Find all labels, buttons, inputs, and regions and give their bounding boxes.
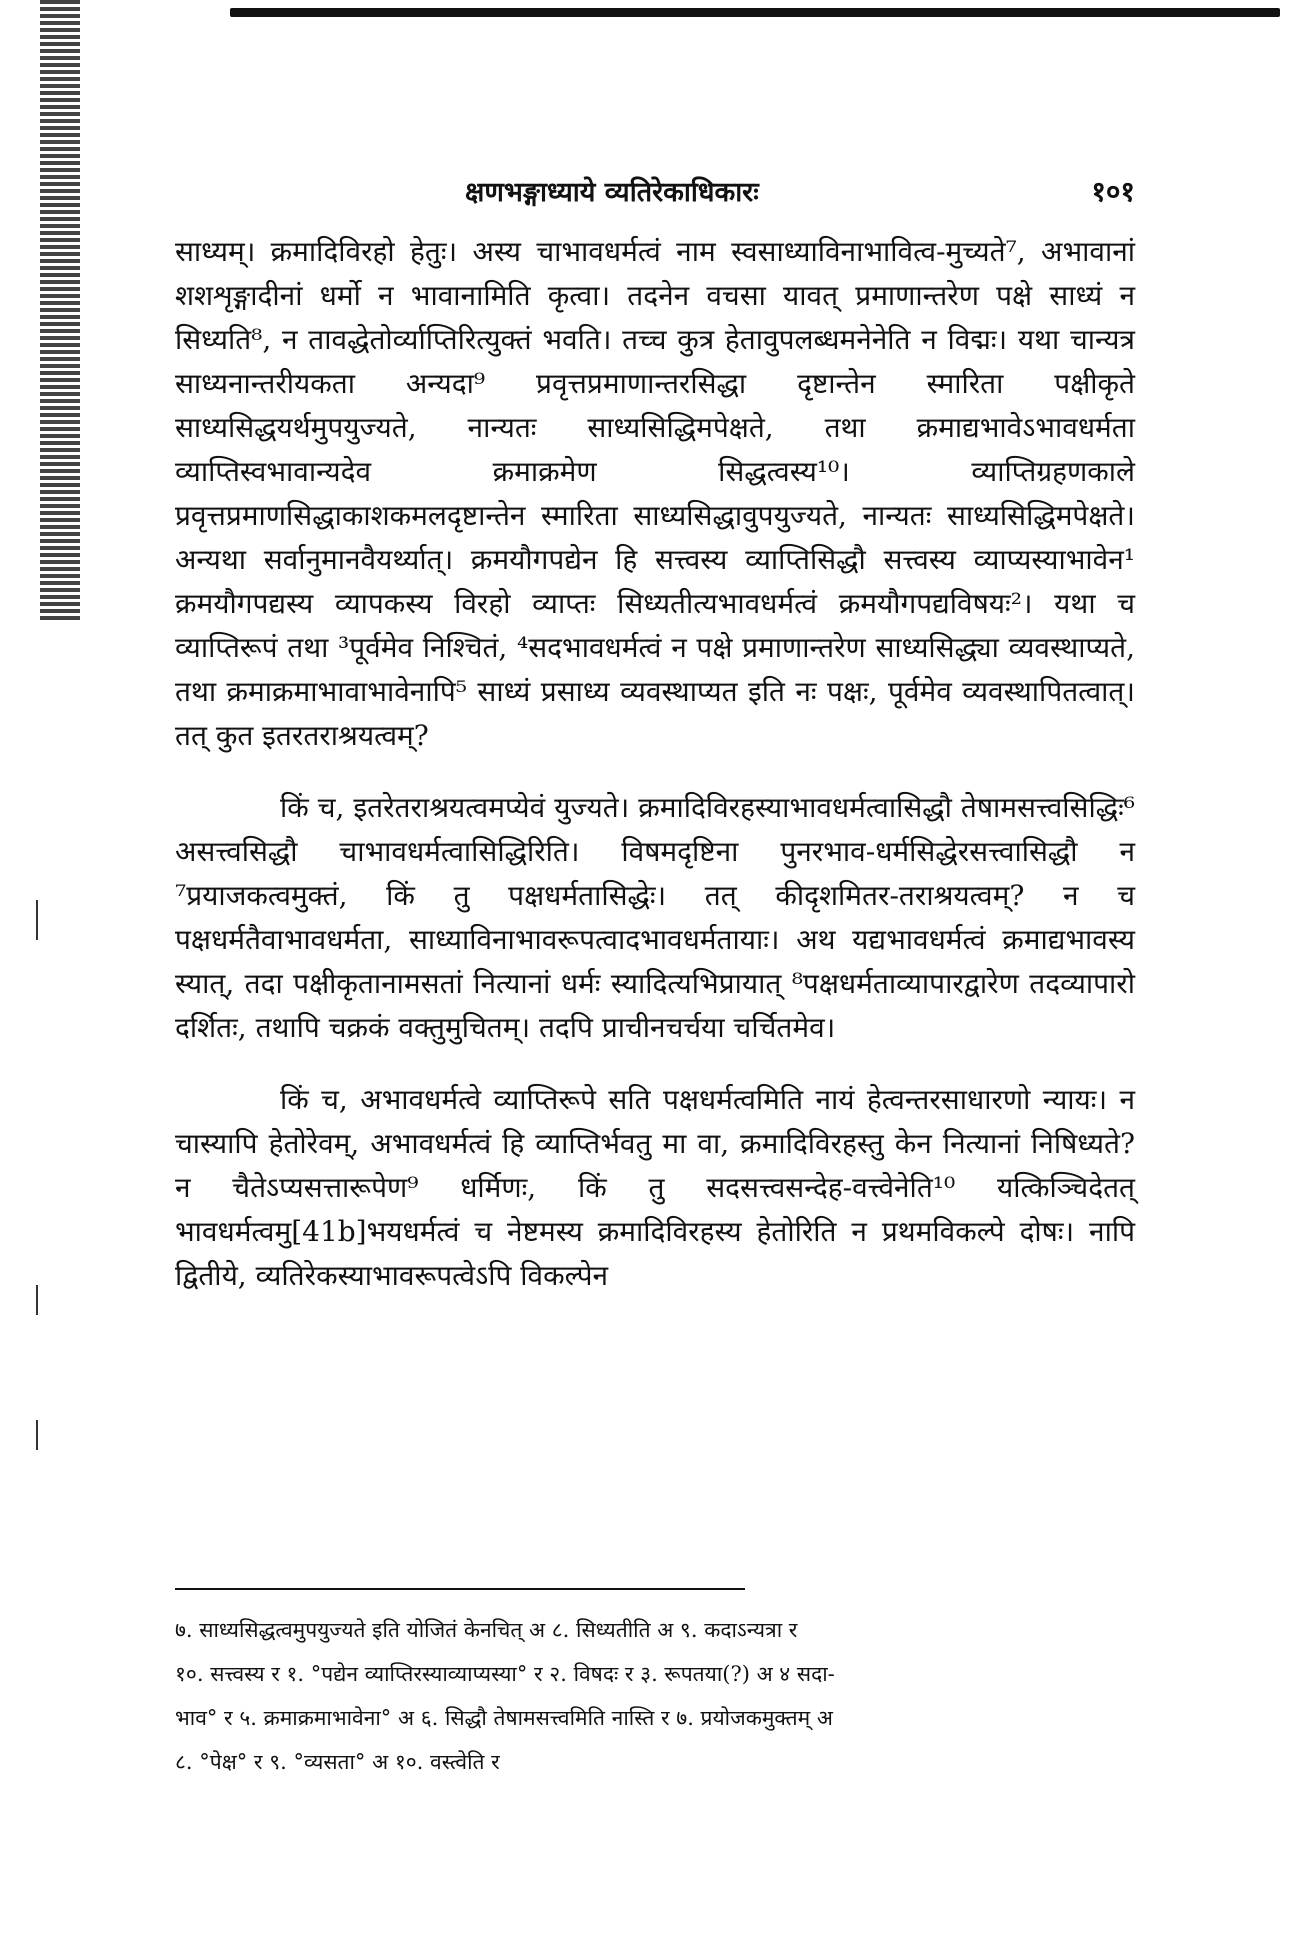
main-text bbox=[175, 230, 1135, 1326]
margin-mark bbox=[36, 1420, 38, 1450]
running-title: क्षणभङ्गाध्याये व्यतिरेकाधिकारः bbox=[465, 177, 759, 208]
page-number: १०१ bbox=[1091, 175, 1135, 208]
footnotes bbox=[175, 1608, 1135, 1784]
top-border-line bbox=[230, 8, 1280, 17]
paragraph: किं च, इतरेतराश्रयत्वमप्येवं युज्यते। क्रमादिविरहस्याभावधर्मत्वासिद्धौ तेषामसत्त्वसिद्धिः⁶ असत्त्वसिद्धौ चाभावधर्मत्वासिद्धिरिति। विषमदृष्टिना पुनरभाव-धर्मसिद्धेरसत्त्वासिद्धौ न ⁷प्रयाजकत्वमुक्तं, किं तु पक्षधर्मतासिद्धेः। तत् कीदृशमितर-तराश्रयत्वम्? न च पक्षधर्मतैवाभावधर्मता, साध्याविनाभावरूपत्वादभावधर्मतायाः। अथ यद्यभावधर्मत्वं क्रमाद्यभावस्य स्यात्, तदा पक्षीकृतानामसतां नित्यानां धर्मः स्यादित्यभिप्रायात् ⁸पक्षधर्मताव्यापारद्वारेण तदव्यापारो दर्शितः, तथापि चक्रकं वक्तुमुचितम्। तदपि प्राचीनचर्चया चर्चितमेव। bbox=[175, 791, 1135, 1044]
margin-mark bbox=[36, 900, 38, 940]
margin-mark bbox=[36, 1285, 38, 1315]
footnote-line: १०. सत्त्वस्य र १. °पद्येन व्याप्तिरस्याव्याप्यस्या° र २. विषदः र ३. रूपतया(?) अ ४ सदा- bbox=[175, 1662, 835, 1686]
running-head bbox=[175, 172, 1135, 222]
scan-binding-edge bbox=[40, 0, 80, 620]
paragraph: साध्यम्। क्रमादिविरहो हेतुः। अस्य चाभावधर्मत्वं नाम स्वसाध्याविनाभावित्व-मुच्यते⁷, अभावानां शशशृङ्गादीनां धर्मो न भावानामिति कृत्वा। तदनेन वचसा यावत् प्रमाणान्तरेण पक्षे साध्यं न सिध्यति⁸, न तावद्धेतोर्व्याप्तिरित्युक्तं भवति। तच्च कुत्र हेतावुपलब्धमनेनेति न विद्मः। यथा चान्यत्र साध्यनान्तरीयकता अन्यदा⁹ प्रवृत्तप्रमाणान्तरसिद्धा दृष्टान्तेन स्मारिता पक्षीकृते साध्यसिद्धयर्थमुपयुज्यते, नान्यतः साध्यसिद्धिमपेक्षते, तथा क्रमाद्यभावेऽभावधर्मता व्याप्तिस्वभावान्यदेव क्रमाक्रमेण सिद्धत्वस्य¹⁰। व्याप्तिग्रहणकाले प्रवृत्तप्रमाणसिद्धाकाशकमलदृष्टान्तेन स्मारिता साध्यसिद्धावुपयुज्यते, नान्यतः साध्यसिद्धिमपेक्षते। अन्यथा सर्वानुमानवैयर्थ्यात्। क्रमयौगपद्येन हि सत्त्वस्य व्याप्तिसिद्धौ सत्त्वस्य व्याप्यस्याभावेन¹ क्रमयौगपद्यस्य व्यापकस्य विरहो व्याप्तः सिध्यतीत्यभावधर्मत्वं क्रमयौगपद्यविषयः²। यथा च व्याप्तिरूपं तथा ³पूर्वमेव निश्चितं, ⁴सदभावधर्मत्वं न पक्षे प्रमाणान्तरेण साध्यसिद्ध्या व्यवस्थाप्यते, तथा क्रमाक्रमाभावाभावेनापि⁵ साध्यं प्रसाध्य व्यवस्थाप्यत इति नः पक्षः, पूर्वमेव व्यवस्थापितत्वात्। तत् कुत इतरतराश्रयत्वम्? bbox=[175, 235, 1135, 752]
paragraph: किं च, अभावधर्मत्वे व्याप्तिरूपे सति पक्षधर्मत्वमिति नायं हेत्वन्तरसाधारणो न्यायः। न चास्यापि हेतोरेवम्, अभावधर्मत्वं हि व्याप्तिर्भवतु मा वा, क्रमादिविरहस्तु केन नित्यानां निषिध्यते? न चैतेऽप्यसत्तारूपेण⁹ धर्मिणः, किं तु सदसत्त्वसन्देह-वत्त्वेनेति¹⁰ यत्किञ्चिदेतत् भावधर्मत्वमु[41b]भयधर्मत्वं च नेष्टमस्य क्रमादिविरहस्य हेतोरिति न प्रथमविकल्पे दोषः। नापि द्वितीये, व्यतिरेकस्याभावरूपत्वेऽपि विकल्पेन bbox=[175, 1083, 1135, 1292]
footnote-line: ८. °पेक्ष° र ९. °व्यसता° अ १०. वस्त्वेति र bbox=[175, 1750, 500, 1774]
footnote-divider bbox=[175, 1588, 745, 1590]
footnote-line: ७. साध्यसिद्धत्वमुपयुज्यते इति योजितं केनचित् अ ८. सिध्यतीति अ ९. कदाऽन्यत्रा र bbox=[175, 1618, 798, 1642]
footnote-line: भाव° र ५. क्रमाक्रमाभावेना° अ ६. सिद्धौ तेषामसत्त्वमिति नास्ति र ७. प्रयोजकमुक्तम् अ bbox=[175, 1706, 833, 1730]
